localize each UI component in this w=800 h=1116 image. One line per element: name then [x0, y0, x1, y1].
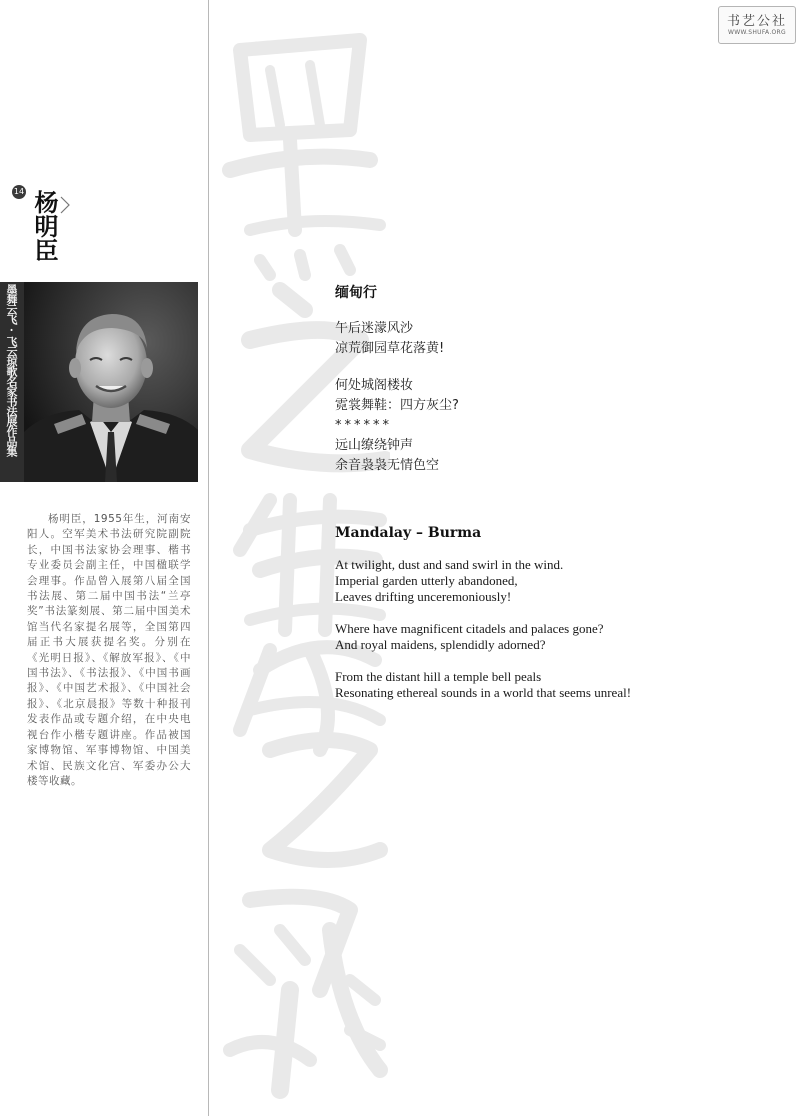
poem-line: Imperial garden utterly abandoned,: [335, 573, 518, 588]
series-title: 墨舞云飞·飞云琼歌名家书法展作品集: [5, 284, 18, 456]
poem-chinese-title: 缅甸行: [335, 285, 377, 301]
page-number: 14: [12, 185, 26, 199]
poem-english-title: Mandalay – Burma: [335, 525, 482, 541]
author-portrait: [24, 282, 198, 482]
column-divider: [208, 0, 209, 1116]
poem-line: 午后迷濛风沙: [335, 321, 414, 336]
poem-line: 远山缭绕钟声: [335, 438, 414, 453]
poem-line: 余音袅袅无情色空: [335, 458, 440, 473]
logo-url: WWW.SHUFA.ORG: [728, 29, 786, 36]
poem-line: 何处城阁楼妆: [335, 378, 414, 393]
poem-chinese: [335, 282, 635, 476]
poem-line: Where have magnificent citadels and palaces gone?: [335, 621, 604, 636]
poem-line: From the distant hill a temple bell peals: [335, 669, 542, 684]
site-logo: [718, 6, 796, 44]
poem-english: [335, 525, 695, 701]
author-column: [0, 0, 208, 1116]
chevron-right-icon: [58, 195, 72, 215]
logo-text: 书艺公社: [726, 14, 787, 29]
poem-line: 霓裳舞鞋：四方灰尘?: [335, 398, 459, 413]
stanza-separator: ******: [335, 418, 392, 433]
author-name: 杨明臣: [30, 190, 59, 262]
poem-line: Resonating ethereal sounds in a world that seems unreal!: [335, 685, 632, 700]
series-title-strip: [0, 282, 24, 482]
poem-line: 凉荒御园草花落黄!: [335, 341, 445, 356]
poem-line: Leaves drifting unceremoniously!: [335, 589, 512, 604]
poem-line: And royal maidens, splendidly adorned?: [335, 637, 546, 652]
poem-line: At twilight, dust and sand swirl in the wind.: [335, 557, 564, 572]
author-biography: 杨明臣，1955年生，河南安阳人。空军美术书法研究院副院长，中国书法家协会理事、楷书专业委员会副主任，中国楹联学会理事。作品曾入展第八届全国书法展、第二届中国书法“兰亭奖”书法篆刻展、第二届中国美术馆当代名家提名展等，全国第四届正书大展获提名奖。分别在《光明日报》、《解放军报》、《中国书法》、《书法报》、《中国书画报》、《中国艺术报》、《中国社会报》、《北京晨报》等数十种报刊发表作品或专题介绍，在中央电视台作小楷专题讲座。作品被国家博物馆、军事博物馆、中国美术馆、民族文化宫、军委办公大楼等收藏。: [27, 513, 191, 787]
